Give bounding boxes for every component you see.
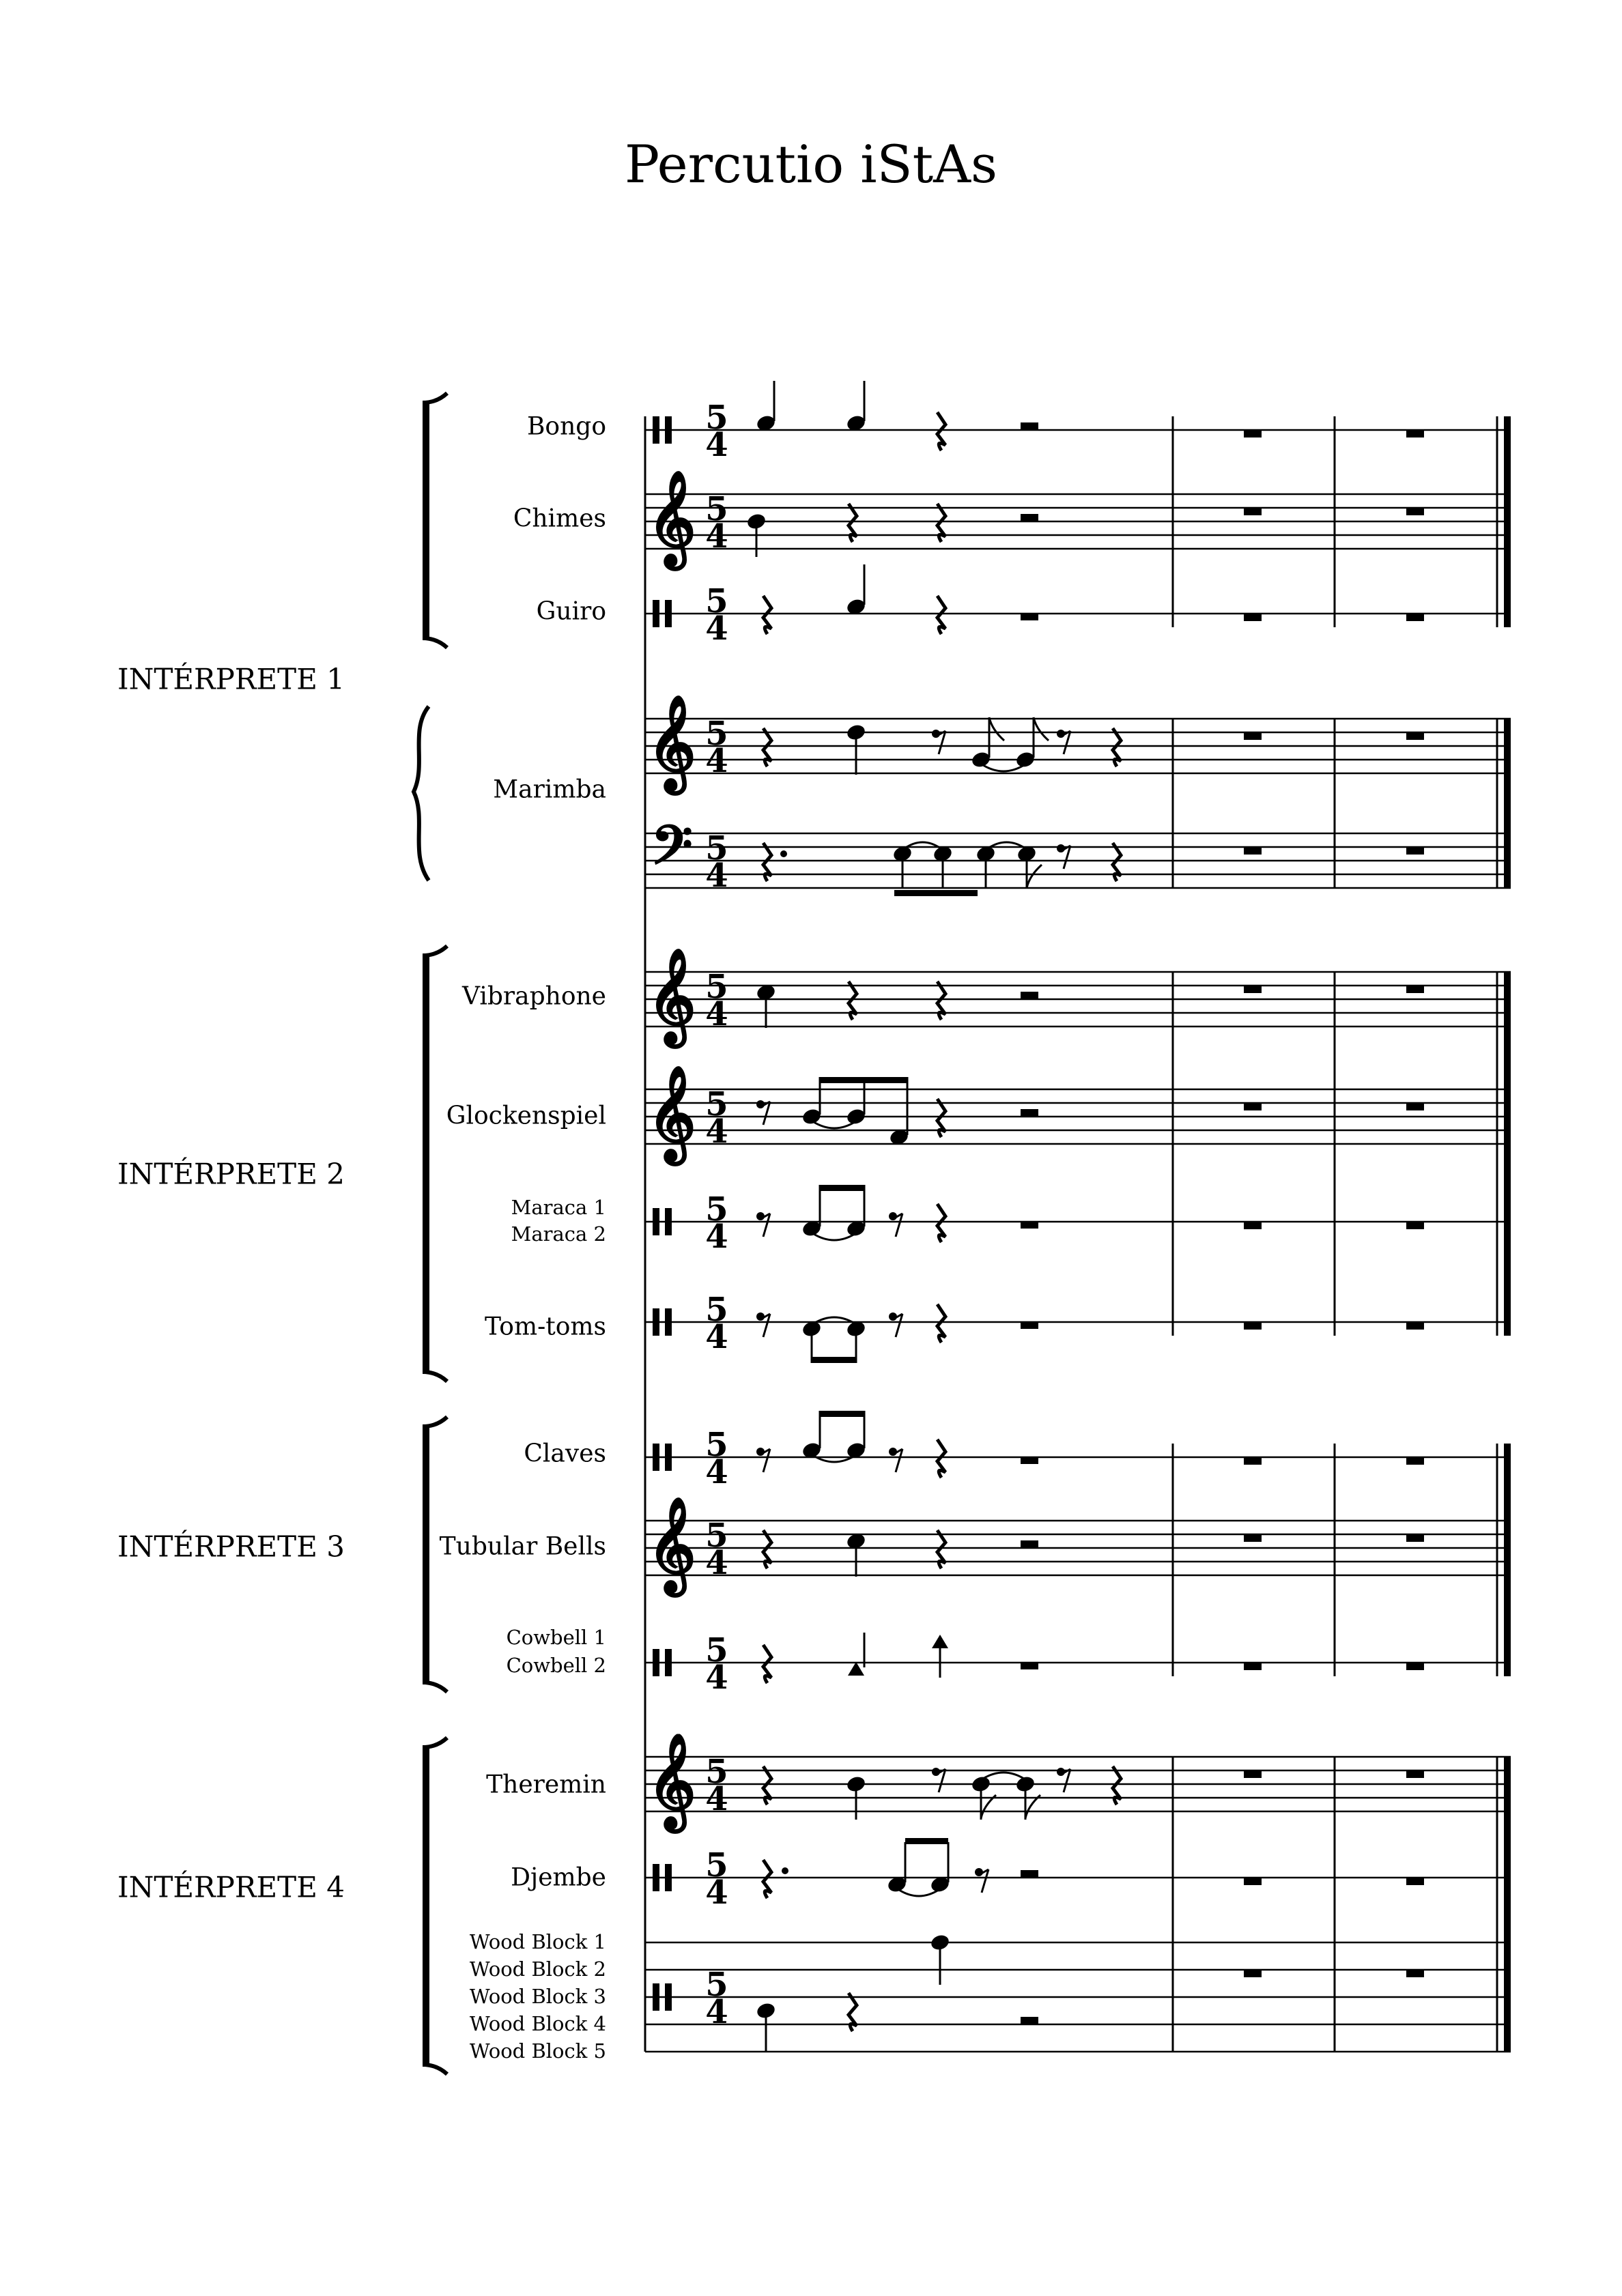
whole-rest [1244, 1663, 1262, 1670]
whole-rest [1406, 1663, 1424, 1670]
performer-label-2: INTÉRPRETE 2 [117, 1157, 345, 1191]
percussion-clef [665, 416, 672, 444]
notes [745, 381, 1424, 2052]
flag [1027, 865, 1042, 888]
half-rest [1021, 1662, 1038, 1669]
time-signature-numerator: 5 [705, 1190, 728, 1229]
quarter-rest [937, 1530, 945, 1568]
half-rest [1021, 1221, 1038, 1229]
brace-marimba [414, 706, 429, 880]
final-barline-thick [1504, 1444, 1511, 1676]
bracket-interprete-3-bottom-hook [423, 1682, 447, 1692]
time-signature-denominator: 4 [705, 995, 728, 1033]
quarter-rest [937, 412, 945, 450]
whole-rest [1406, 430, 1424, 437]
time-signature-numerator: 5 [705, 1753, 728, 1791]
time-signature-numerator: 5 [705, 1085, 728, 1123]
time-signature-numerator: 5 [705, 1846, 728, 1884]
time-signature-numerator: 5 [705, 1631, 728, 1669]
quarter-rest [937, 504, 945, 542]
percussion-clef [665, 1208, 672, 1235]
whole-rest [1244, 1534, 1262, 1542]
percussion-clef [653, 416, 659, 444]
percussion-clef [653, 1308, 659, 1336]
bracket-interprete-3-top-hook [423, 1417, 447, 1426]
whole-rest [1244, 732, 1262, 740]
quarter-rest [937, 981, 945, 1020]
quarter-rest [763, 1766, 771, 1805]
instrument-name-guiro: Guiro [536, 597, 606, 626]
whole-rest [1406, 1103, 1424, 1110]
percussion-clef [653, 1864, 659, 1891]
instrument-name-djembe: Djembe [511, 1863, 606, 1892]
half-rest [1021, 613, 1038, 620]
whole-rest [1244, 1322, 1262, 1330]
beam [894, 890, 978, 896]
final-barline-thick [1504, 416, 1511, 627]
bracket-interprete-4-top-hook [423, 1738, 447, 1747]
time-signature-numerator: 5 [705, 968, 728, 1006]
time-signature-numerator: 5 [705, 1966, 728, 2004]
time-signature-numerator: 5 [705, 715, 728, 753]
time-signature-denominator: 4 [705, 1993, 728, 2031]
percussion-clef [665, 600, 672, 627]
whole-rest [1244, 1878, 1262, 1885]
treble-clef-icon: 𝄞 [647, 1065, 696, 1161]
instrument-name-wood-block-1: Wood Block 1 [469, 1930, 606, 1953]
half-rest [1021, 1870, 1038, 1878]
quarter-rest [849, 504, 857, 542]
instrument-name-cowbell-2: Cowbell 2 [506, 1654, 606, 1677]
percussion-clef [665, 1983, 672, 2011]
whole-rest [1244, 508, 1262, 515]
percussion-clef [653, 1208, 659, 1235]
performer-label-3: INTÉRPRETE 3 [117, 1530, 345, 1564]
percussion-clef [665, 1444, 672, 1471]
time-signature-numerator: 5 [705, 1517, 728, 1555]
flag [1034, 717, 1049, 741]
final-barline-thick [1504, 719, 1511, 888]
time-signature-denominator: 4 [705, 857, 728, 895]
dot [782, 1867, 788, 1874]
instrument-name-claves: Claves [524, 1439, 606, 1468]
whole-rest [1406, 614, 1424, 621]
time-signature-denominator: 4 [705, 1218, 728, 1256]
bracket-interprete-4-bottom-hook [423, 2065, 447, 2074]
treble-clef-icon: 𝄞 [647, 947, 696, 1044]
time-signature-denominator: 4 [705, 1659, 728, 1697]
quarter-rest [937, 1304, 945, 1343]
triangle-notehead [848, 1662, 864, 1676]
clefs [648, 416, 696, 2011]
bracket-interprete-1-bottom-hook [423, 638, 447, 648]
quarter-rest [849, 1993, 857, 2031]
treble-clef-icon: 𝄞 [647, 470, 696, 566]
instrument-name-wood-block-5: Wood Block 5 [469, 2039, 606, 2063]
whole-rest [1244, 1222, 1262, 1229]
time-signature-denominator: 4 [705, 1544, 728, 1582]
percussion-clef [653, 1983, 659, 2011]
percussion-clef [653, 1444, 659, 1471]
percussion-clef [653, 600, 659, 627]
whole-rest [1244, 986, 1262, 993]
whole-rest [1406, 732, 1424, 740]
quarter-rest [937, 1204, 945, 1242]
whole-rest [1244, 1103, 1262, 1110]
whole-rest [1406, 508, 1424, 515]
whole-rest [1406, 1770, 1424, 1778]
barlines [645, 416, 1511, 2052]
quarter-rest [849, 981, 857, 1020]
percussion-clef [665, 1649, 672, 1676]
time-signature-denominator: 4 [705, 426, 728, 464]
time-signature-numerator: 5 [705, 399, 728, 437]
bracket-interprete-2-bottom-hook [423, 1372, 447, 1381]
whole-rest [1406, 1322, 1424, 1330]
dot [780, 850, 787, 857]
time-signature-denominator: 4 [705, 1453, 728, 1491]
instrument-name-maraca-2: Maraca 2 [511, 1222, 606, 1246]
flag [989, 717, 1004, 741]
bass-clef-icon: 𝄢 [651, 814, 693, 890]
whole-rest [1406, 1222, 1424, 1229]
whole-rest [1406, 847, 1424, 855]
whole-rest [1244, 430, 1262, 437]
tie [983, 1773, 1024, 1779]
performer-label-1: INTÉRPRETE 1 [117, 662, 345, 696]
whole-rest [1244, 1970, 1262, 1977]
treble-clef-icon: 𝄞 [647, 694, 696, 790]
beam [812, 1357, 856, 1363]
time-signature-numerator: 5 [705, 1291, 728, 1329]
whole-rest [1244, 847, 1262, 855]
beam [820, 1077, 907, 1083]
treble-clef-icon: 𝄞 [647, 1732, 696, 1828]
beam [820, 1411, 864, 1417]
tie [899, 1890, 939, 1896]
quarter-rest [937, 1439, 945, 1478]
half-rest [1021, 514, 1038, 521]
half-rest [1021, 2017, 1038, 2024]
half-rest [1021, 1456, 1038, 1464]
instrument-name-marimba: Marimba [493, 775, 606, 804]
time-signature-denominator: 4 [705, 1318, 728, 1356]
instrument-name-chimes: Chimes [513, 504, 606, 533]
whole-rest [1406, 1878, 1424, 1885]
whole-rest [1406, 1457, 1424, 1465]
final-barline-thick [1504, 1757, 1511, 2052]
tie [814, 1234, 855, 1240]
instrument-name-tom-toms: Tom-toms [485, 1312, 606, 1341]
beam [820, 1185, 864, 1191]
quarter-rest [1113, 1766, 1121, 1805]
time-signature-numerator: 5 [705, 1426, 728, 1464]
instrument-name-bongo: Bongo [526, 412, 606, 441]
instrument-name-wood-block-3: Wood Block 3 [469, 1985, 606, 2008]
quarter-rest [763, 1860, 771, 1898]
bracket-interprete-1-top-hook [423, 393, 447, 403]
quarter-rest [1113, 843, 1121, 881]
time-signature-denominator: 4 [705, 1874, 728, 1912]
whole-rest [1406, 986, 1424, 993]
quarter-rest [763, 728, 771, 766]
final-barline-thick [1504, 972, 1511, 1336]
time-signature-denominator: 4 [705, 742, 728, 780]
bracket-interprete-2-top-hook [423, 946, 447, 956]
time-signatures [705, 399, 728, 2031]
quarter-rest [1113, 728, 1121, 766]
performer-label-4: INTÉRPRETE 4 [117, 1870, 345, 1904]
whole-rest [1244, 1770, 1262, 1778]
quarter-rest [763, 1530, 771, 1568]
instrument-name-vibraphone: Vibraphone [462, 982, 606, 1011]
whole-rest [1406, 1534, 1424, 1542]
half-rest [1021, 422, 1038, 430]
time-signature-numerator: 5 [705, 829, 728, 867]
score-title: Percutio iStAs [624, 134, 998, 195]
instrument-name-wood-block-2: Wood Block 2 [469, 1957, 606, 1981]
instrument-name-glockenspiel: Glockenspiel [446, 1102, 606, 1130]
whole-rest [1244, 614, 1262, 621]
instrument-name-maraca-1: Maraca 1 [511, 1196, 606, 1219]
whole-rest [1406, 1970, 1424, 1977]
tie [814, 1122, 855, 1128]
instrument-name-theremin: Theremin [486, 1770, 606, 1799]
percussion-clef [665, 1308, 672, 1336]
treble-clef-icon: 𝄞 [647, 1496, 696, 1592]
time-signature-denominator: 4 [705, 517, 728, 556]
instrument-name-tubular-bells: Tubular Bells [439, 1532, 606, 1561]
time-signature-numerator: 5 [705, 490, 728, 528]
half-rest [1021, 1540, 1038, 1548]
brackets [414, 393, 447, 2074]
tie [983, 765, 1024, 771]
quarter-rest [937, 596, 945, 634]
time-signature-numerator: 5 [705, 582, 728, 620]
beam [905, 1838, 948, 1844]
time-signature-denominator: 4 [705, 609, 728, 648]
percussion-clef [653, 1649, 659, 1676]
time-signature-denominator: 4 [705, 1113, 728, 1151]
quarter-rest [763, 596, 771, 634]
half-rest [1021, 1321, 1038, 1329]
instrument-name-wood-block-4: Wood Block 4 [469, 2012, 606, 2035]
time-signature-denominator: 4 [705, 1780, 728, 1818]
quarter-rest [763, 843, 771, 881]
quarter-rest [937, 1099, 945, 1137]
whole-rest [1244, 1457, 1262, 1465]
half-rest [1021, 992, 1038, 999]
instrument-name-cowbell-1: Cowbell 1 [506, 1626, 606, 1649]
staff-lines [645, 430, 1511, 2052]
percussion-clef [665, 1864, 672, 1891]
quarter-rest [763, 1645, 771, 1683]
half-rest [1021, 1109, 1038, 1117]
